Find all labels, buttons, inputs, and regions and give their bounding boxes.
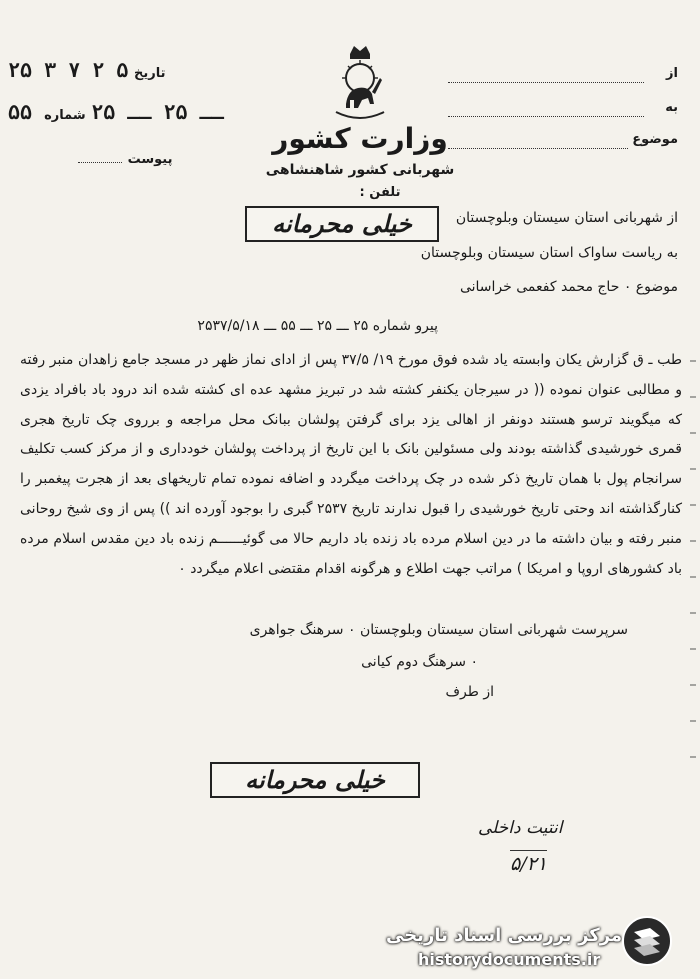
subject-field bbox=[448, 132, 678, 152]
police-office-title: شهربانی کشور شاهنشاهی bbox=[265, 162, 455, 178]
to-label: به bbox=[665, 100, 678, 115]
attachment-label: پیوست bbox=[127, 152, 173, 167]
from-line: از شهربانی استان سیستان وبلوچستان bbox=[455, 210, 678, 226]
subject-line: موضوع ۰ حاج محمد کفعمی خراسانی bbox=[459, 279, 678, 295]
lion-and-sun-emblem-icon bbox=[328, 42, 392, 124]
ministry-title: وزارت کشور bbox=[272, 122, 448, 155]
date-label: تاریخ bbox=[134, 66, 166, 81]
handwritten-note: انتیت داخلی bbox=[478, 818, 563, 838]
from-label: از bbox=[666, 66, 678, 81]
phone-label: تلفن : bbox=[359, 185, 401, 200]
signature-line-1: سرپرست شهربانی استان سیستان وبلوچستان ۰ سرهنگ جواهری bbox=[249, 622, 628, 638]
number-row bbox=[8, 100, 224, 124]
attachment-row bbox=[78, 148, 172, 167]
reference-line: پیرو شماره ۲۵ ـــ ۲۵ ـــ ۵۵ ـــ ۲۵۳۷/۵/۱۸ bbox=[197, 318, 438, 334]
number-label: شماره bbox=[44, 108, 86, 123]
number-value: ۵۵ ــ ۲۵ ــ ۲۵ bbox=[8, 100, 224, 124]
watermark-text-en: historydocuments.ir bbox=[418, 950, 601, 969]
to-field bbox=[448, 100, 678, 120]
margin-marks bbox=[690, 360, 696, 780]
signature-line-3: ۰ سرهنگ دوم کیانی bbox=[361, 654, 478, 670]
watermark-text-fa: مرکز بررسی اسناد تاریخی bbox=[386, 925, 623, 946]
bottom-classification-stamp: خیلی محرمانه bbox=[210, 762, 420, 798]
from-field bbox=[448, 66, 678, 86]
signature-line-2: از طرف bbox=[445, 684, 494, 700]
to-line: به ریاست ساواک استان سیستان وبلوچستان bbox=[420, 245, 678, 261]
handwritten-ref: ۵/۲۱ bbox=[510, 850, 547, 875]
date-row bbox=[8, 58, 166, 82]
archive-logo-icon bbox=[620, 914, 674, 968]
top-classification-stamp: خیلی محرمانه bbox=[245, 206, 439, 242]
body-paragraph: طب ـ ق گزارش یکان وابسته یاد شده فوق مورخ ۱۹/ ۳۷/۵ پس از ادای نماز ظهر در مسجد جامع زاهدان منبر رفته و مطالبی عنوان نموده (( در سیرجان یکنفر کشته شد در تبریز مشهد عده ای کشته شده اند درود باد بافراد یزدی که میگویند ترسو هستند دونفر از اهالی یزد برای گرفتن پولشان ببانک محل مراجعه و برروی چک تاریخ هجری قمری خورشیدی گذاشته بودند ولی مسئولین بانک با این تاریخ از پرداخت پولشان خودداری و از مرکز کسب تکلیف سرانجام پول با همان تاریخ ذکر شده در چک پرداخت میگردد و اضافه نموده تمام تاریخهای بعد از هجرت پیغمبر را کنارگذاشته اند وحتی تاریخ خورشیدی را قبول ندارند تاریخ ۲۵۳۷ گبری را بوجود آورده اند )) پس از وی شیخ روحانی منبر رفته و بیان داشته ما در دین اسلام مرده باد زنده باد داریم حالا می گوئیــــــم زنده باد دین مقدس اسلام مرده باد کشورهای اروپا و امریکا ) مراتب جهت اطلاع و هرگونه اقدام مقتضی اعلام میگردد ۰ bbox=[20, 352, 683, 577]
date-value: ۲۵ ۳ ۷ ۲ ۵ bbox=[8, 58, 129, 82]
subject-label: موضوع bbox=[632, 132, 678, 147]
